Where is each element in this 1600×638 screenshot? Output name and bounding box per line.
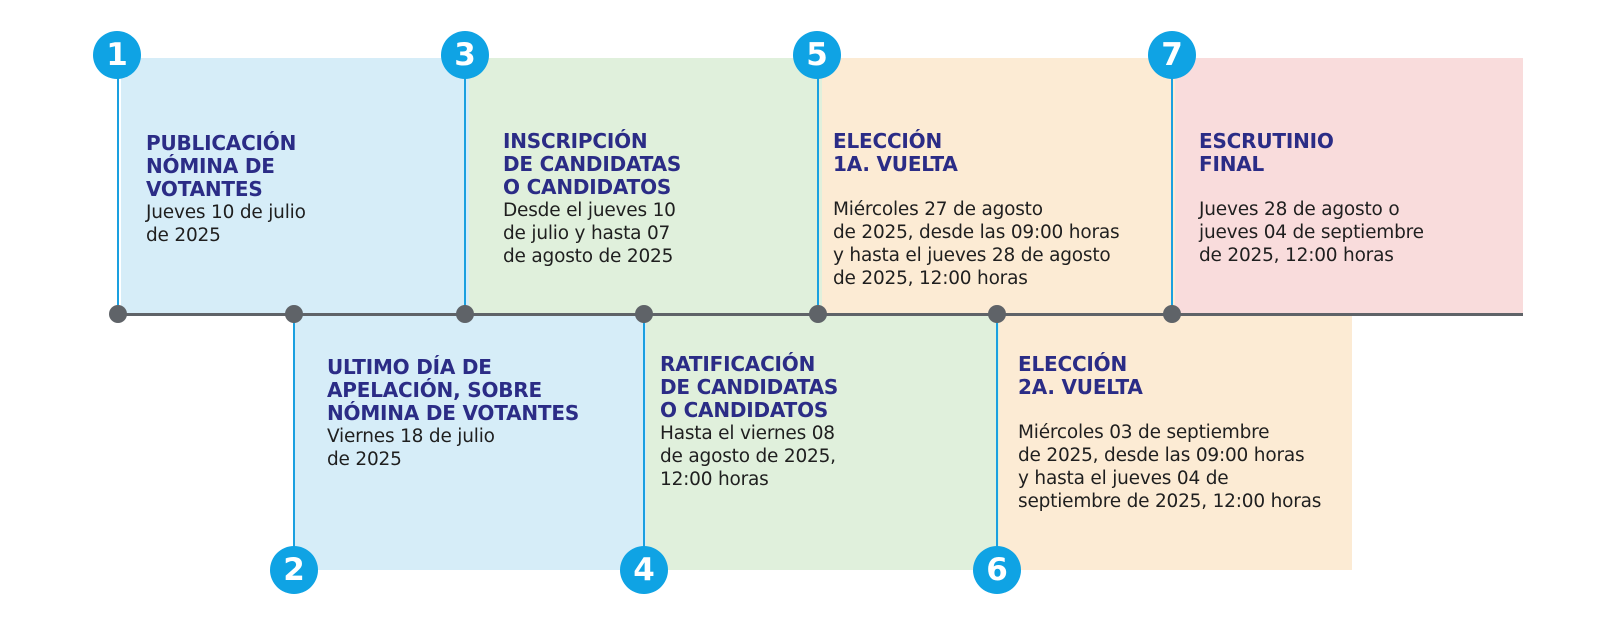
step-1-text bbox=[146, 132, 306, 247]
timeline-dot-7 bbox=[1163, 305, 1181, 323]
step-description: Desde el jueves 10 de julio y hasta 07 de agosto de 2025 bbox=[503, 200, 676, 267]
step-2-text bbox=[327, 356, 579, 471]
connector-step-7 bbox=[1171, 55, 1173, 315]
step-title: ELECCIÓN 1A. VUELTA bbox=[833, 129, 958, 176]
timeline-dot-3 bbox=[456, 305, 474, 323]
step-number-badge-5: 5 bbox=[793, 31, 841, 79]
step-7-text bbox=[1199, 130, 1424, 267]
timeline-dot-2 bbox=[285, 305, 303, 323]
step-title: ELECCIÓN 2A. VUELTA bbox=[1018, 352, 1143, 399]
step-6-text bbox=[1018, 353, 1321, 513]
step-number-badge-3: 3 bbox=[441, 31, 489, 79]
connector-step-3 bbox=[464, 55, 466, 315]
connector-step-6 bbox=[996, 314, 998, 570]
timeline-dot-4 bbox=[635, 305, 653, 323]
step-description: Jueves 28 de agosto o jueves 04 de septiembre de 2025, 12:00 horas bbox=[1199, 199, 1424, 266]
step-title: RATIFICACIÓN DE CANDIDATAS O CANDIDATOS bbox=[660, 352, 839, 422]
connector-step-5 bbox=[817, 55, 819, 315]
step-number-badge-6: 6 bbox=[973, 546, 1021, 594]
connector-step-2 bbox=[293, 314, 295, 570]
step-description: Miércoles 03 de septiembre de 2025, desde las 09:00 horas y hasta el jueves 04 de septiembre de 2025, 12:00 horas bbox=[1018, 422, 1322, 512]
step-description: Viernes 18 de julio de 2025 bbox=[327, 426, 495, 470]
step-4-text bbox=[660, 353, 838, 491]
step-description: Miércoles 27 de agosto de 2025, desde las 09:00 horas y hasta el jueves 28 de agosto de 2025, 12:00 horas bbox=[833, 199, 1120, 289]
step-number-badge-4: 4 bbox=[620, 546, 668, 594]
connector-step-1 bbox=[117, 55, 119, 315]
timeline-dot-6 bbox=[988, 305, 1006, 323]
timeline-dot-1 bbox=[109, 305, 127, 323]
step-number-badge-2: 2 bbox=[270, 546, 318, 594]
step-title: ESCRUTINIO FINAL bbox=[1199, 129, 1334, 176]
step-number-badge-1: 1 bbox=[93, 31, 141, 79]
step-number-badge-7: 7 bbox=[1148, 31, 1196, 79]
step-description: Jueves 10 de julio de 2025 bbox=[146, 202, 306, 246]
step-title: PUBLICACIÓN NÓMINA DE VOTANTES bbox=[146, 131, 297, 201]
step-title: ULTIMO DÍA DE APELACIÓN, SOBRE NÓMINA DE VOTANTES bbox=[327, 355, 580, 425]
timeline-dot-5 bbox=[809, 305, 827, 323]
step-3-text bbox=[503, 130, 681, 268]
connector-step-4 bbox=[643, 314, 645, 570]
step-5-text bbox=[833, 130, 1119, 290]
step-title: INSCRIPCIÓN DE CANDIDATAS O CANDIDATOS bbox=[503, 129, 682, 199]
step-description: Hasta el viernes 08 de agosto de 2025, 12:00 horas bbox=[660, 423, 836, 490]
